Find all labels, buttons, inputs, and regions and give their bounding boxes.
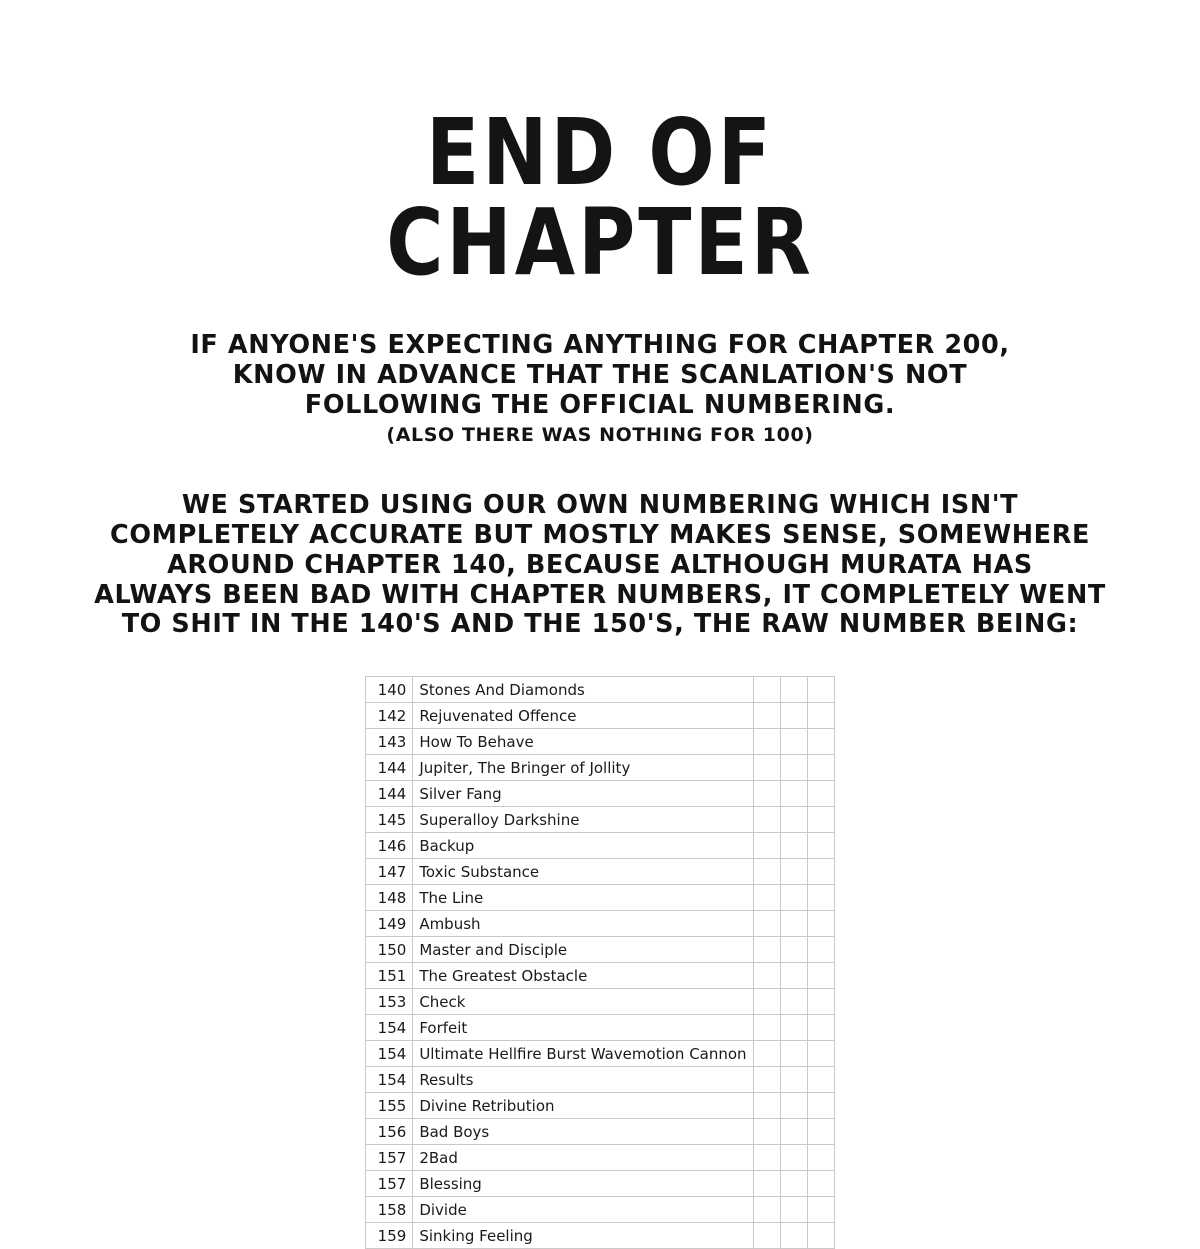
empty-cell — [780, 807, 807, 833]
empty-cell — [780, 781, 807, 807]
chapter-title-cell: Toxic Substance — [413, 859, 753, 885]
page-title-line-2: CHAPTER — [386, 190, 814, 297]
note-paragraph-2 — [0, 491, 1200, 640]
chapter-title-cell: 2Bad — [413, 1145, 753, 1171]
note-paragraph-1-line-3: FOLLOWING THE OFFICIAL NUMBERING. — [304, 389, 896, 420]
chapter-title-cell: Check — [413, 989, 753, 1015]
chapter-number-cell: 150 — [366, 937, 413, 963]
chapter-title-cell: Stones And Diamonds — [413, 677, 753, 703]
empty-cell — [780, 1223, 807, 1249]
empty-cell — [807, 885, 834, 911]
chapter-number-cell: 143 — [366, 729, 413, 755]
empty-cell — [780, 1093, 807, 1119]
empty-cell — [807, 1093, 834, 1119]
note-paragraph-2-line-2: COMPLETELY ACCURATE BUT MOSTLY MAKES SENSE, SOMEWHERE — [110, 519, 1090, 550]
table-row — [366, 833, 835, 859]
chapter-title-cell: Ultimate Hellfire Burst Wavemotion Cannon — [413, 1041, 753, 1067]
empty-cell — [780, 1041, 807, 1067]
note-paragraph-2-line-1: WE STARTED USING OUR OWN NUMBERING WHICH ISN'T — [181, 490, 1019, 521]
empty-cell — [753, 703, 780, 729]
table-row — [366, 1171, 835, 1197]
empty-cell — [807, 833, 834, 859]
chapter-title-cell: Divine Retribution — [413, 1093, 753, 1119]
empty-cell — [753, 1067, 780, 1093]
empty-cell — [807, 1197, 834, 1223]
table-row — [366, 963, 835, 989]
note-paragraph-1-subnote: (ALSO THERE WAS NOTHING FOR 100) — [386, 424, 814, 447]
table-row — [366, 1197, 835, 1223]
empty-cell — [807, 755, 834, 781]
empty-cell — [780, 1119, 807, 1145]
empty-cell — [753, 1041, 780, 1067]
empty-cell — [753, 1093, 780, 1119]
chapter-number-cell: 142 — [366, 703, 413, 729]
chapter-number-cell: 157 — [366, 1171, 413, 1197]
empty-cell — [780, 729, 807, 755]
empty-cell — [753, 1171, 780, 1197]
chapter-number-cell: 154 — [366, 1015, 413, 1041]
chapter-number-cell: 158 — [366, 1197, 413, 1223]
table-row — [366, 859, 835, 885]
chapter-title-cell: The Line — [413, 885, 753, 911]
empty-cell — [780, 1145, 807, 1171]
chapter-title-cell: How To Behave — [413, 729, 753, 755]
table-row — [366, 1093, 835, 1119]
chapter-title-cell: Silver Fang — [413, 781, 753, 807]
empty-cell — [807, 1015, 834, 1041]
empty-cell — [780, 703, 807, 729]
empty-cell — [753, 1145, 780, 1171]
chapter-list-table — [365, 676, 835, 1249]
chapter-number-cell: 154 — [366, 1041, 413, 1067]
note-paragraph-2-line-5: TO SHIT IN THE 140'S AND THE 150'S, THE RAW NUMBER BEING: — [121, 609, 1079, 640]
empty-cell — [807, 677, 834, 703]
empty-cell — [780, 1171, 807, 1197]
table-row — [366, 1119, 835, 1145]
empty-cell — [753, 989, 780, 1015]
chapter-number-cell: 156 — [366, 1119, 413, 1145]
empty-cell — [753, 1119, 780, 1145]
empty-cell — [780, 911, 807, 937]
table-row — [366, 807, 835, 833]
chapter-title-cell: Bad Boys — [413, 1119, 753, 1145]
chapter-title-cell: Master and Disciple — [413, 937, 753, 963]
empty-cell — [753, 1223, 780, 1249]
empty-cell — [807, 1171, 834, 1197]
chapter-number-cell: 151 — [366, 963, 413, 989]
empty-cell — [753, 937, 780, 963]
empty-cell — [753, 807, 780, 833]
empty-cell — [780, 859, 807, 885]
empty-cell — [753, 885, 780, 911]
table-row — [366, 1145, 835, 1171]
chapter-number-cell: 149 — [366, 911, 413, 937]
empty-cell — [807, 703, 834, 729]
empty-cell — [807, 989, 834, 1015]
empty-cell — [780, 937, 807, 963]
chapter-number-cell: 148 — [366, 885, 413, 911]
empty-cell — [807, 937, 834, 963]
chapter-number-cell: 144 — [366, 755, 413, 781]
empty-cell — [780, 677, 807, 703]
empty-cell — [780, 989, 807, 1015]
chapter-number-cell: 157 — [366, 1145, 413, 1171]
empty-cell — [807, 1067, 834, 1093]
empty-cell — [753, 729, 780, 755]
chapter-title-cell: Backup — [413, 833, 753, 859]
table-row — [366, 989, 835, 1015]
empty-cell — [807, 911, 834, 937]
table-row — [366, 1067, 835, 1093]
empty-cell — [807, 1145, 834, 1171]
note-paragraph-1-line-1: IF ANYONE'S EXPECTING ANYTHING FOR CHAPTER 200, — [190, 329, 1010, 360]
note-paragraph-2-line-3: AROUND CHAPTER 140, BECAUSE ALTHOUGH MURATA HAS — [167, 549, 1033, 580]
chapter-number-cell: 153 — [366, 989, 413, 1015]
chapter-number-cell: 147 — [366, 859, 413, 885]
table-row — [366, 755, 835, 781]
table-row — [366, 729, 835, 755]
empty-cell — [753, 781, 780, 807]
empty-cell — [753, 1197, 780, 1223]
chapter-number-cell: 146 — [366, 833, 413, 859]
empty-cell — [780, 1015, 807, 1041]
page-title-line-1: END OF — [425, 100, 775, 207]
empty-cell — [753, 859, 780, 885]
empty-cell — [807, 807, 834, 833]
table-row — [366, 1223, 835, 1249]
empty-cell — [807, 729, 834, 755]
chapter-title-cell: Forfeit — [413, 1015, 753, 1041]
chapter-number-cell: 154 — [366, 1067, 413, 1093]
empty-cell — [780, 1067, 807, 1093]
chapter-list-table-wrapper — [365, 676, 835, 1249]
empty-cell — [807, 859, 834, 885]
empty-cell — [780, 755, 807, 781]
chapter-title-cell: Sinking Feeling — [413, 1223, 753, 1249]
chapter-title-cell: Results — [413, 1067, 753, 1093]
chapter-list-body — [366, 677, 835, 1249]
chapter-title-cell: Jupiter, The Bringer of Jollity — [413, 755, 753, 781]
empty-cell — [780, 833, 807, 859]
empty-cell — [753, 677, 780, 703]
empty-cell — [753, 1015, 780, 1041]
note-paragraph-1-line-2: KNOW IN ADVANCE THAT THE SCANLATION'S NOT — [232, 359, 968, 390]
chapter-number-cell: 140 — [366, 677, 413, 703]
chapter-title-cell: The Greatest Obstacle — [413, 963, 753, 989]
empty-cell — [807, 1119, 834, 1145]
empty-cell — [807, 1223, 834, 1249]
chapter-title-cell: Superalloy Darkshine — [413, 807, 753, 833]
chapter-number-cell: 155 — [366, 1093, 413, 1119]
table-row — [366, 703, 835, 729]
page-title — [0, 0, 1200, 297]
empty-cell — [753, 755, 780, 781]
empty-cell — [753, 963, 780, 989]
empty-cell — [807, 1041, 834, 1067]
chapter-number-cell: 144 — [366, 781, 413, 807]
empty-cell — [780, 1197, 807, 1223]
table-row — [366, 1041, 835, 1067]
table-row — [366, 937, 835, 963]
table-row — [366, 677, 835, 703]
empty-cell — [780, 885, 807, 911]
note-paragraph-1 — [0, 331, 1200, 420]
chapter-number-cell: 145 — [366, 807, 413, 833]
empty-cell — [807, 963, 834, 989]
empty-cell — [807, 781, 834, 807]
chapter-number-cell: 159 — [366, 1223, 413, 1249]
chapter-title-cell: Divide — [413, 1197, 753, 1223]
chapter-title-cell: Rejuvenated Offence — [413, 703, 753, 729]
table-row — [366, 885, 835, 911]
chapter-title-cell: Blessing — [413, 1171, 753, 1197]
note-paragraph-2-line-4: ALWAYS BEEN BAD WITH CHAPTER NUMBERS, IT COMPLETELY WENT — [94, 579, 1106, 610]
empty-cell — [780, 963, 807, 989]
chapter-title-cell: Ambush — [413, 911, 753, 937]
empty-cell — [753, 911, 780, 937]
table-row — [366, 911, 835, 937]
empty-cell — [753, 833, 780, 859]
table-row — [366, 781, 835, 807]
table-row — [366, 1015, 835, 1041]
